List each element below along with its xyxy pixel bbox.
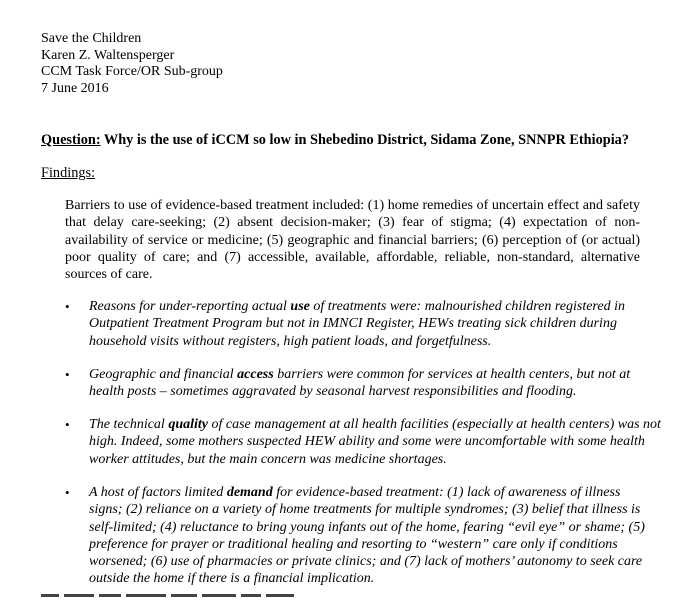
bullet-dot-icon: • xyxy=(65,299,70,314)
bullet-keyword: use xyxy=(290,299,310,314)
bullet-keyword: quality xyxy=(168,417,208,432)
bullet-text-pre: The technical xyxy=(89,417,169,432)
memo-header xyxy=(41,31,223,97)
bullet-text-pre: Geographic and financial xyxy=(89,367,238,382)
question-label: Question: xyxy=(41,132,101,148)
bullet-item-use xyxy=(65,298,649,350)
bullet-keyword: demand xyxy=(226,485,273,500)
bullet-text-post: for evidence-based treatment: (1) lack of awareness of illness signs; (2) reliance on a variety of home treatments for multiple syndromes; (3) belief that illness is self-limited; (4) reluctance to bring young infants out of the home, fearing “evil eye” or shame; (5) preference for prayer or traditional healing and resorting to “western” care only if conditions worsened; (6) use of pharmacies or private clinics; and (7) lack of mothers’ autonomy to seek care outside the home if there is a financial implication. xyxy=(89,485,645,587)
findings-intro-paragraph: Barriers to use of evidence-based treatment included: (1) home remedies of uncertain effect and safety that delay care-seeking; (2) absent decision-maker; (3) fear of stigma; (4) expectation of non-availability of service or medicine; (5) geographic and financial barriers; (6) perception of (or actual) poor quality of care; and (7) accessible, available, affordable, reliable, non-standard, alternative sources of care. xyxy=(65,198,640,283)
memo-date: 7 June 2016 xyxy=(41,80,109,96)
bullet-dot-icon: • xyxy=(65,417,70,432)
question-text: Why is the use of iCCM so low in Shebedino District, Sidama Zone, SNNPR Ethiopia? xyxy=(100,132,629,148)
bullet-item-access xyxy=(65,366,649,401)
bullet-item-demand xyxy=(65,484,649,588)
bullet-text-post: of case management at all health facilities (especially at health centers) was not high. Indeed, some mothers suspected HEW ability and some were uncomfortable with some health worker attitudes, but the main concern was medicine shortages. xyxy=(89,417,661,467)
bullet-text-post: barriers were common for services at health centers, but not at health posts – sometimes aggravated by seasonal harvest responsibilities and flooding. xyxy=(89,367,631,400)
bullet-dot-icon: • xyxy=(65,485,70,500)
bullet-keyword: access xyxy=(237,367,274,382)
bullet-text-pre: Reasons for under-reporting actual xyxy=(89,299,291,314)
findings-colon: : xyxy=(91,165,96,181)
findings-label: Findings xyxy=(41,165,92,181)
bullet-text-post: of treatments were: malnourished children registered in Outpatient Treatment Program but not in IMNCI Register, HEWs treating sick children during household visits without registers, high patient loads, and forgetfulness. xyxy=(89,299,625,349)
group-name: CCM Task Force/OR Sub-group xyxy=(41,64,223,79)
author-name: Karen Z. Waltensperger xyxy=(41,47,175,63)
bullet-dot-icon: • xyxy=(65,367,70,382)
bullet-text-pre: A host of factors limited xyxy=(89,485,227,500)
question-line xyxy=(41,131,629,149)
bullet-item-quality xyxy=(65,416,664,468)
findings-heading xyxy=(41,164,95,182)
cut-off-text-line xyxy=(41,594,341,602)
organization-name: Save the Children xyxy=(41,31,142,46)
